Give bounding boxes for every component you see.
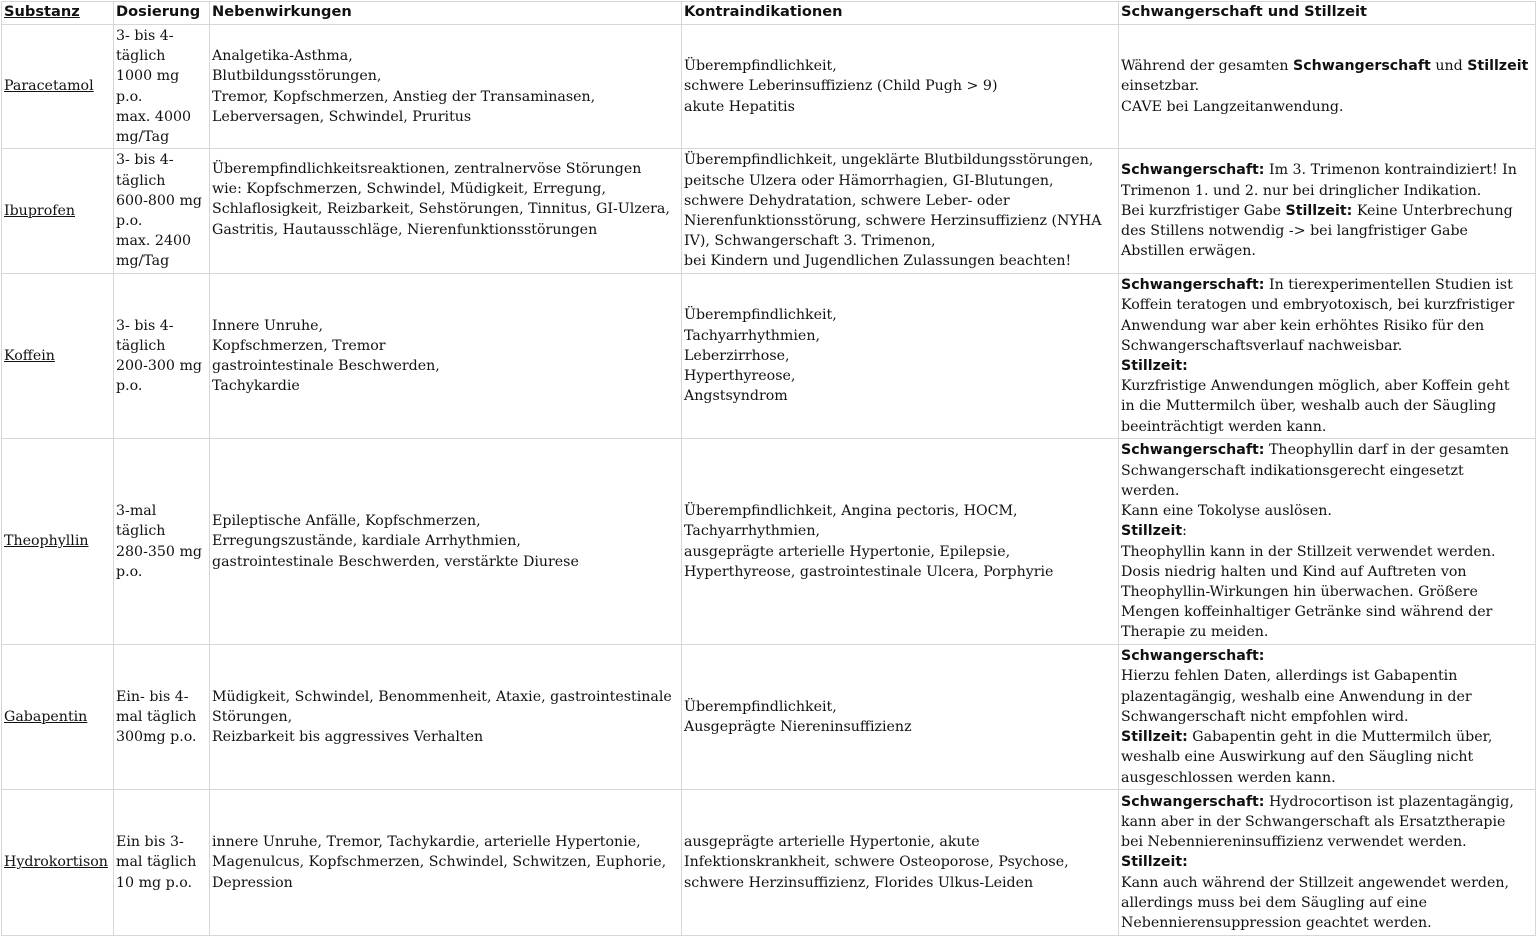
contraindications-cell: Überempfindlichkeit, schwere Leberinsuffizienz (Child Pugh > 9) akute Hepatitis (682, 25, 1119, 149)
dosage-cell: Ein bis 3- mal täglich 10 mg p.o. (114, 790, 210, 936)
header-substance: Substanz (2, 2, 114, 25)
contraindications-cell: Überempfindlichkeit, Angina pectoris, HOCM, Tachyarrhythmien, ausgeprägte arterielle Hypertonie, Epilepsie, Hyperthyreose, gastrointestinale Ulcera, Porphyrie (682, 439, 1119, 645)
pregnancy-cell: Schwangerschaft: Hierzu fehlen Daten, allerdings ist Gabapentin plazentagängig, weshalb eine Anwendung in der Schwangerschaft nicht empfohlen wird. Stillzeit: Gabapentin geht in die Muttermilch über, weshalb eine Auswirkung auf den Säugling nicht ausgeschlossen werden kann. (1119, 645, 1536, 790)
side-effects-cell: Überempfindlichkeitsreaktionen, zentralnervöse Störungen wie: Kopfschmerzen, Schwindel, Müdigkeit, Erregung, Schlaflosigkeit, Reizbarkeit, Sehstörungen, Tinnitus, GI-Ulzera, Gastritis, Hautausschläge, Nierenfunktionsstörungen (210, 149, 682, 274)
header-side-effects: Nebenwirkungen (210, 2, 682, 25)
table-row (2, 274, 1536, 439)
dosage-cell: 3- bis 4- täglich 1000 mg p.o. max. 4000 mg/Tag (114, 25, 210, 149)
substance-cell[interactable] (2, 790, 114, 936)
header-row (2, 2, 1536, 25)
side-effects-cell: Epileptische Anfälle, Kopfschmerzen, Erregungszustände, kardiale Arrhythmien, gastrointestinale Beschwerden, verstärkte Diurese (210, 439, 682, 645)
contraindications-cell: Überempfindlichkeit, Ausgeprägte Niereninsuffizienz (682, 645, 1119, 790)
pregnancy-cell: Schwangerschaft: Hydrocortison ist plazentagängig, kann aber in der Schwangerschaft als Ersatztherapie bei Nebenniereninsuffizienz verwendet werden. Stillzeit: Kann auch während der Stillzeit angewendet werden, allerdings muss bei dem Säugling auf eine Nebennierensuppression geachtet werden. (1119, 790, 1536, 936)
header-contraindications: Kontraindikationen (682, 2, 1119, 25)
side-effects-cell: Analgetika-Asthma, Blutbildungsstörungen, Tremor, Kopfschmerzen, Anstieg der Transaminasen, Leberversagen, Schwindel, Pruritus (210, 25, 682, 149)
substance-link[interactable]: Paracetamol (4, 78, 94, 95)
substance-cell[interactable] (2, 645, 114, 790)
dosage-cell: Ein- bis 4- mal täglich 300mg p.o. (114, 645, 210, 790)
table-row (2, 25, 1536, 149)
table-row (2, 790, 1536, 936)
table-row (2, 645, 1536, 790)
pregnancy-cell: Schwangerschaft: Im 3. Trimenon kontraindiziert! In Trimenon 1. und 2. nur bei dringlicher Indikation. Bei kurzfristiger Gabe Stillzeit: Keine Unterbrechung des Stillens notwendig -> bei langfristiger Gabe Abstillen erwägen. (1119, 149, 1536, 274)
table-row (2, 439, 1536, 645)
dosage-cell: 3- bis 4- täglich 600-800 mg p.o. max. 2400 mg/Tag (114, 149, 210, 274)
contraindications-cell: ausgeprägte arterielle Hypertonie, akute Infektionskrankheit, schwere Osteoporose, Psychose, schwere Herzinsuffizienz, Florides Ulkus-Leiden (682, 790, 1119, 936)
table-row (2, 149, 1536, 274)
header-pregnancy: Schwangerschaft und Stillzeit (1119, 2, 1536, 25)
drug-table (1, 1, 1536, 936)
dosage-cell: 3- bis 4- täglich 200-300 mg p.o. (114, 274, 210, 439)
substance-cell[interactable] (2, 25, 114, 149)
pregnancy-cell: Schwangerschaft: Theophyllin darf in der gesamten Schwangerschaft indikationsgerecht eingesetzt werden. Kann eine Tokolyse auslösen. Stillzeit: Theophyllin kann in der Stillzeit verwendet werden. Dosis niedrig halten und Kind auf Auftreten von Theophyllin-Wirkungen hin überwachen. Größere Mengen koffeinhaltiger Getränke sind während der Therapie zu meiden. (1119, 439, 1536, 645)
side-effects-cell: innere Unruhe, Tremor, Tachykardie, arterielle Hypertonie, Magenulcus, Kopfschmerzen, Schwindel, Schwitzen, Euphorie, Depression (210, 790, 682, 936)
dosage-cell: 3-mal täglich 280-350 mg p.o. (114, 439, 210, 645)
substance-cell[interactable] (2, 274, 114, 439)
substance-link[interactable]: Ibuprofen (4, 202, 76, 219)
contraindications-cell: Überempfindlichkeit, ungeklärte Blutbildungsstörungen, peitsche Ulzera oder Hämorrhagien, GI-Blutungen, schwere Dehydratation, schwere Leber- oder Nierenfunktionsstörung, schwere Herzinsuffizienz (NYHA IV), Schwangerschaft 3. Trimenon, bei Kindern und Jugendlichen Zulassungen beachten! (682, 149, 1119, 274)
side-effects-cell: Innere Unruhe, Kopfschmerzen, Tremor gastrointestinale Beschwerden, Tachykardie (210, 274, 682, 439)
substance-link[interactable]: Hydrokortison (4, 854, 108, 871)
header-dosage: Dosierung (114, 2, 210, 25)
side-effects-cell: Müdigkeit, Schwindel, Benommenheit, Ataxie, gastrointestinale Störungen, Reizbarkeit bis aggressives Verhalten (210, 645, 682, 790)
substance-cell[interactable] (2, 439, 114, 645)
substance-cell[interactable] (2, 149, 114, 274)
substance-link[interactable]: Theophyllin (4, 533, 89, 550)
substance-link[interactable]: Koffein (4, 347, 55, 364)
substance-link[interactable]: Gabapentin (4, 708, 88, 725)
pregnancy-cell: Schwangerschaft: In tierexperimentellen Studien ist Koffein teratogen und embryotoxisch, bei kurzfristiger Anwendung war aber kein erhöhtes Risiko für den Schwangerschaftsverlauf nachweisbar. Stillzeit: Kurzfristige Anwendungen möglich, aber Koffein geht in die Muttermilch über, weshalb auch der Säugling beeinträchtigt werden kann. (1119, 274, 1536, 439)
pregnancy-cell: Während der gesamten Schwangerschaft und Stillzeit einsetzbar. CAVE bei Langzeitanwendung. (1119, 25, 1536, 149)
contraindications-cell: Überempfindlichkeit, Tachyarrhythmien, Leberzirrhose, Hyperthyreose, Angstsyndrom (682, 274, 1119, 439)
